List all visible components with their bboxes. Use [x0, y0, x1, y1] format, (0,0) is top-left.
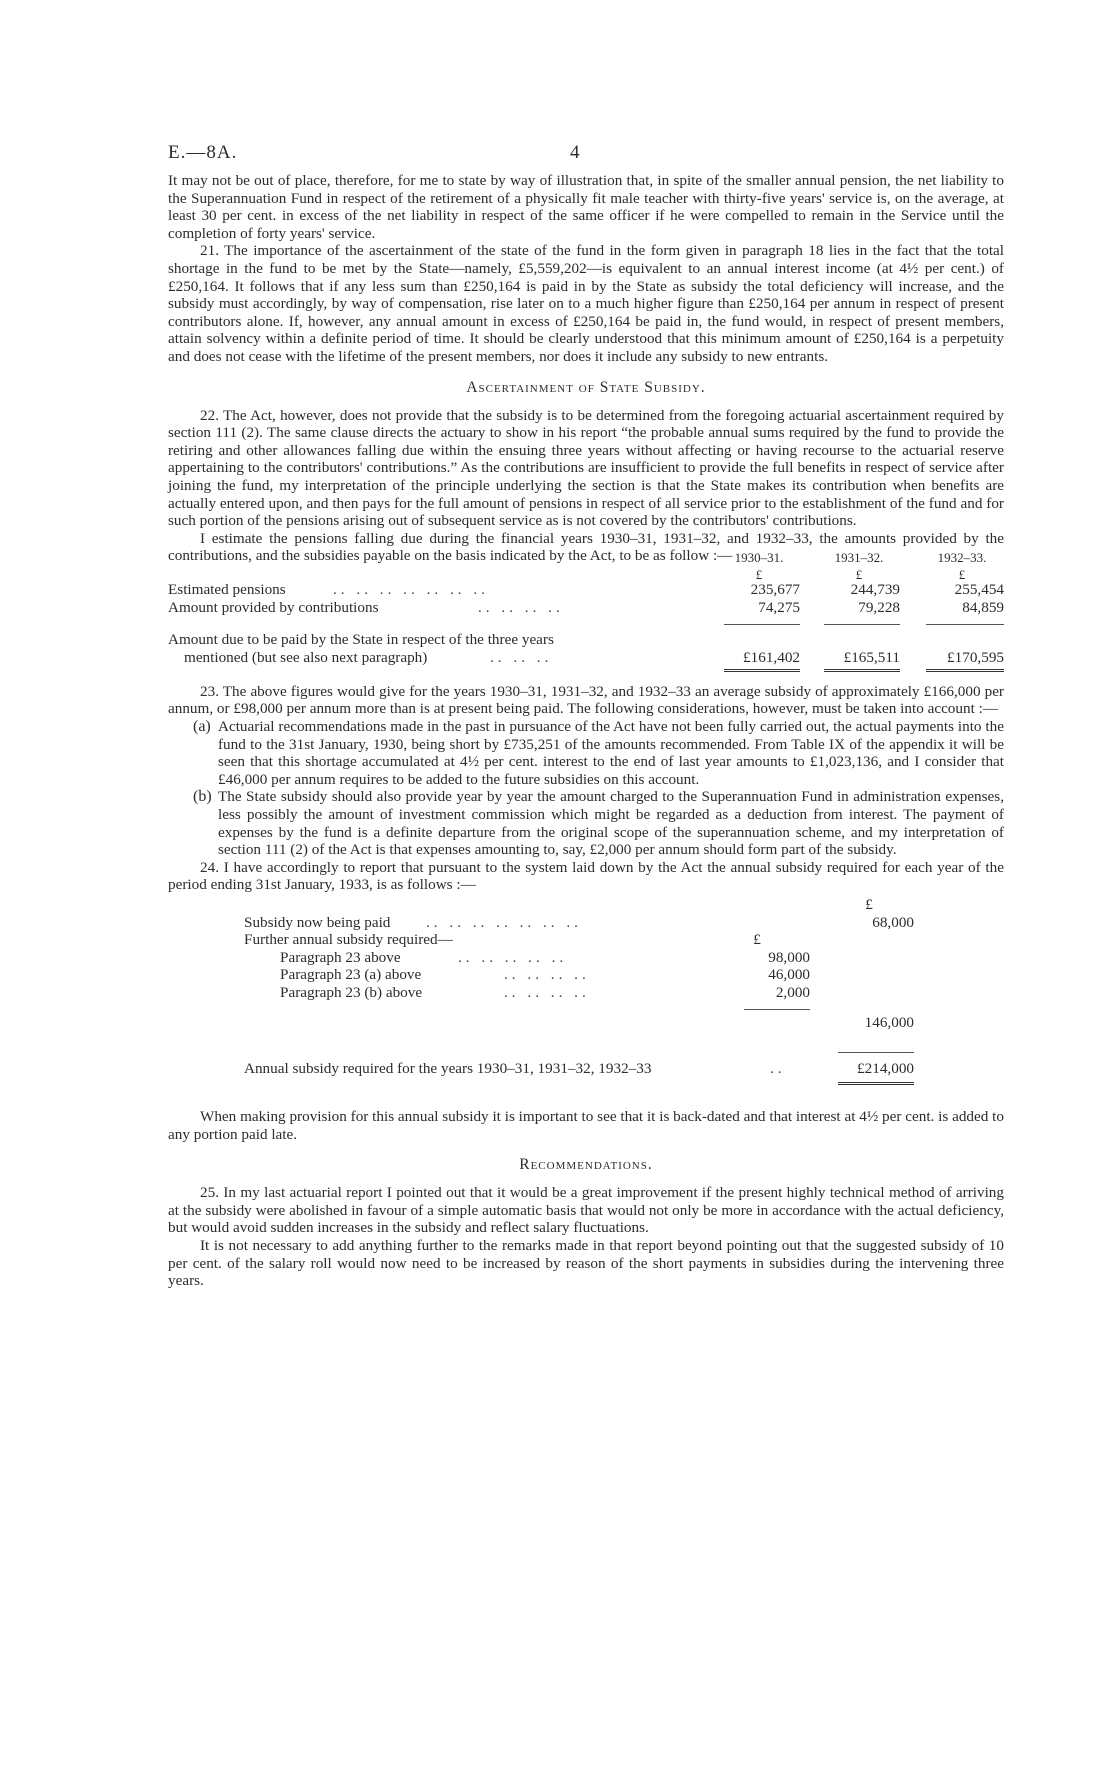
currency-symbol: £: [755, 567, 763, 583]
table-total-cell: £161,402: [743, 648, 800, 666]
row-label: Paragraph 23 above: [280, 948, 401, 966]
leader-dots: .. .. .. .. .. .. ..: [333, 581, 489, 599]
table-cell: 255,454: [954, 581, 1004, 599]
year-header: 1930–31.: [734, 549, 784, 565]
table-row: [244, 966, 944, 984]
row-label: Amount provided by contributions: [168, 599, 379, 617]
table-cell: 235,677: [750, 581, 800, 599]
subsidy-table: [244, 896, 944, 1046]
list-item: [168, 788, 1004, 858]
table-total-cell: £170,595: [947, 648, 1004, 666]
leader-dots: .. .. .. .. .. .. ..: [426, 913, 582, 931]
rule-line: [926, 624, 1004, 625]
double-rule: [838, 1082, 914, 1085]
leader-dots: .. .. .. .. ..: [458, 948, 568, 966]
paragraph-23: 23. The above figures would give for the years 1930–31, 1931–32, and 1932–33 an average subsidy of approximately £166,000 per annum, or £98,000 per annum more than is at present being paid. The following considerations, however, must be taken into account :—: [168, 682, 1004, 718]
table-cell: 244,739: [850, 581, 900, 599]
total-label: Annual subsidy required for the years 1930–31, 1931–32, 1932–33: [244, 1060, 652, 1077]
double-rule: [724, 669, 800, 672]
table-cell: 74,275: [758, 599, 800, 617]
year-header: 1931–32.: [834, 549, 884, 565]
table-total-cell: £165,511: [843, 648, 900, 666]
table-row: [168, 599, 1004, 617]
paragraph-25: 25. In my last actuarial report I pointed out that it would be a great improvement if the present highly technical method of arriving at the subsidy were abolished in favour of a simple automatic basis that would not only be more in accordance with the actual deficiency, but would avoid sudden increases in the subsidy and reflect salary fluctuations.: [168, 1184, 1004, 1237]
table-cell: 46,000: [768, 966, 810, 984]
pensions-table: [168, 549, 1004, 677]
double-rule: [824, 669, 900, 672]
currency-symbol: £: [753, 931, 761, 949]
double-rule: [926, 669, 1004, 672]
leader-dots: .. .. .. ..: [504, 966, 590, 984]
year-header: 1932–33.: [937, 549, 987, 565]
row-label: Paragraph 23 (b) above: [280, 983, 423, 1001]
item-a-text: Actuarial recommendations made in the past in pursuance of the Act have not been fully carried out, the actual payments into the fund to the 31st January, 1930, being short by £735,251 of the amounts recommended. From Table IX of the appendix it will be seen that this shortage accumulated at 4½ per cent. interest to the end of last year amounts to £1,023,136, and I consider that £46,000 per annum requires to be added to the future subsidies on this account.: [218, 718, 1004, 788]
table-subtotal-cell: 146,000: [864, 1014, 914, 1031]
currency-symbol: £: [865, 896, 873, 913]
paragraph-22: 22. The Act, however, does not provide that the subsidy is to be determined from the foregoing actuarial ascertainment required by section 111 (2). The same clause directs the actuary to show in his report “the probable annual sums required by the fund to provide the retiring and other allowances falling due within the ensuing three years without affecting or having recourse to the actuarial reserve appertaining to the contributors' contributions.” As the contributions are insufficient to provide the full benefits in respect of service after joining the fund, my interpretation of the principle underlying the section is that the State makes its contribution when benefits are actually entered upon, and then pays for the full amount of pensions in respect of all service prior to the establishment of the fund and for such portion of the pensions arising out of subsequent service as is not covered by the contributors' contributions.: [168, 406, 1004, 530]
table-total-label: [168, 631, 1004, 649]
paragraph-24: 24. I have accordingly to report that pursuant to the system laid down by the Act the annual subsidy required for each year of the period ending 31st January, 1933, is as follows :—: [168, 858, 1004, 894]
rule-line: [724, 624, 800, 625]
table-row: [244, 914, 944, 932]
table-row: [244, 984, 944, 1002]
table-row: [168, 581, 1004, 599]
heading-recommendations: Recommendations.: [519, 1156, 653, 1174]
paragraph-intro: It may not be out of place, therefore, for me to state by way of illustration that, in spite of the smaller annual pension, the net liability to the Superannuation Fund in respect of the retirement of a physically fit male teacher with thirty-five years' service is, on the average, at least 30 per cent. in excess of the net liability in respect of the same officer if he were compelled to remain in the Service until the completion of forty years' service.: [168, 172, 1004, 242]
table-cell: 68,000: [872, 913, 914, 931]
list-item: [168, 718, 1004, 788]
heading-ascertainment: Ascertainment of State Subsidy.: [466, 378, 706, 396]
table-total-cell: £214,000: [857, 1060, 914, 1077]
page-number: 4: [570, 142, 580, 163]
table-cell: 2,000: [775, 983, 810, 1001]
table-cell: 84,859: [962, 599, 1004, 617]
paragraph-21: 21. The importance of the ascertainment of the state of the fund in the form given in paragraph 18 lies in the fact that the total shortage in the fund to be met by the State—namely, £5,559,202—is equivalent to an annual interest income (at 4½ per cent.) of £250,164. It follows that if any less sum than £250,164 is paid in by the State as subsidy the total deficiency will increase, and the subsidy must accordingly, by way of compensation, rise later on to a much higher figure than £250,164 per annum in respect of present contributors alone. If, however, any annual amount in excess of £250,164 be paid in, the fund would, in respect of present members, attain solvency within a definite period of time. It should be clearly understood that this minimum amount of £250,164 is a perpetuity and does not cease with the lifetime of the present members, nor does it include any subsidy to new entrants.: [168, 242, 1004, 365]
leader-dots: .. .. ..: [490, 648, 553, 666]
rule-line: [744, 1009, 810, 1010]
table-total-row: [168, 649, 1004, 667]
paragraph-22-estimate: I estimate the pensions falling due during the financial years 1930–31, 1931–32, and 1932–33, the amounts provided by the contributions, and the subsidies payable on the basis indicated by the Act, to be as follow :—: [168, 529, 1004, 565]
item-b-text: The State subsidy should also provide year by year the amount charged to the Superannuation Fund in administration expenses, less possibly the amount of investment commission which might be regarded as a deduction from interest. The payment of expenses by the fund is a definite departure from the original scope of the superannuation scheme, and my interpretation of section 111 (2) of the Act is that expenses amounting to, say, £2,000 per annum should form part of the subsidy.: [218, 788, 1004, 859]
leader-dots: .. .. .. ..: [504, 983, 590, 1001]
row-label: Subsidy now being paid: [244, 913, 391, 931]
leader-dots: .. .. .. ..: [478, 599, 564, 617]
currency-symbol: £: [855, 567, 863, 583]
row-label: Paragraph 23 (a) above: [280, 966, 422, 984]
table-cell: 98,000: [768, 948, 810, 966]
page-header: [168, 142, 1004, 172]
table-row: [244, 949, 944, 967]
rule-line: [824, 624, 900, 625]
document-reference: E.—8A.: [168, 142, 238, 163]
document-page: [168, 142, 1004, 1290]
item-label: (a): [193, 718, 211, 736]
paragraph-25-note: It is not necessary to add anything further to the remarks made in that report beyond pointing out that the suggested subsidy of 10 per cent. of the salary roll would now need to be increased by reason of the short payments in subsidies during the intervening three years.: [168, 1236, 1004, 1290]
table-row: [244, 931, 944, 949]
row-label: Further annual subsidy required—: [244, 931, 453, 949]
row-label: Estimated pensions: [168, 581, 286, 599]
total-label-line-2: mentioned (but see also next paragraph): [184, 648, 428, 666]
table-header-years: [168, 549, 1004, 567]
subsidy-total: [244, 1048, 944, 1100]
total-label-line-1: Amount due to be paid by the State in respect of the three years: [168, 630, 554, 648]
currency-symbol: £: [958, 567, 966, 583]
item-label: (b): [193, 788, 212, 806]
paragraph-when: When making provision for this annual subsidy it is important to see that it is back-dated and that interest at 4½ per cent. is added to any portion paid late.: [168, 1108, 1004, 1143]
currency-row: [244, 896, 944, 914]
table-total-row: [244, 1060, 944, 1078]
table-row: [244, 1014, 944, 1032]
table-cell: 79,228: [858, 599, 900, 617]
rule-line: [838, 1052, 914, 1053]
table-header-currency: [168, 566, 1004, 581]
leader-dots: ..: [770, 1060, 786, 1077]
